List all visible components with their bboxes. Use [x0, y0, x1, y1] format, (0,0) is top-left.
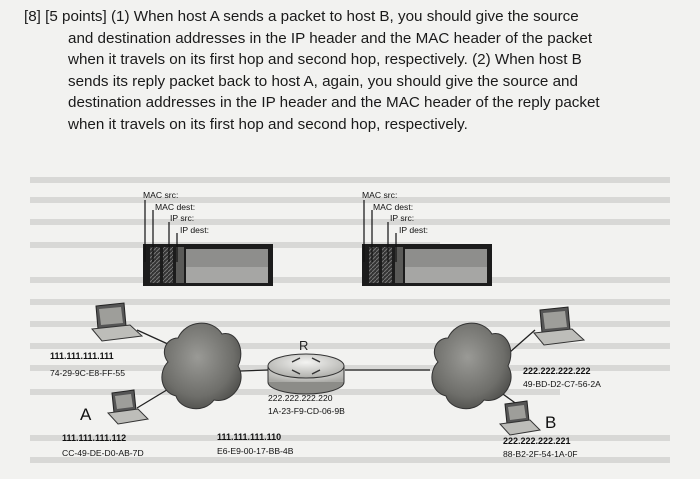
question-line: and destination addresses in the IP header and the MAC header of the packet [68, 29, 593, 47]
left-ip-src-label: IP src: [170, 213, 195, 223]
host-a-label: A [80, 405, 92, 424]
left-packet [143, 190, 273, 286]
right-top-host-mac: 49-BD-D2-C7-56-2A [523, 379, 601, 389]
right-subnet-cloud [432, 323, 511, 409]
router-label: R [299, 338, 309, 353]
question-line: [8] [5 points] (1) When host A sends a packet to host B, you should give the source [24, 8, 579, 25]
right-ip-src-label: IP src: [390, 213, 415, 223]
question-line: destination addresses in the IP header and the MAC header of the reply packet [68, 94, 600, 111]
host-b-mac: 88-B2-2F-54-1A-0F [503, 449, 578, 459]
router-right-mac: 1A-23-F9-CD-06-9B [268, 406, 345, 416]
router-left-mac: E6-E9-00-17-BB-4B [217, 446, 294, 456]
left-top-host-ip: 111.111.111.111 [50, 351, 114, 361]
router-right-ip: 222.222.222.220 [268, 393, 333, 403]
left-top-host-mac: 74-29-9C-E8-FF-55 [50, 368, 125, 378]
left-mac-src-label: MAC src: [143, 190, 179, 200]
host-b-label: B [545, 413, 557, 432]
host-a [108, 390, 148, 424]
question-line: when it travels on its first hop and second hop, respectively. (2) When host B [68, 51, 582, 68]
question-line: sends its reply packet back to host A, again, you should give the source and [68, 72, 578, 90]
left-ip-dest-label: IP dest: [180, 225, 209, 235]
right-ip-dest-label: IP dest: [399, 225, 428, 235]
router-left-ip: 111.111.111.110 [217, 432, 282, 442]
right-mac-src-label: MAC src: [362, 190, 398, 200]
right-packet [362, 190, 492, 286]
host-a-ip: 111.111.111.112 [62, 433, 127, 443]
host-a-mac: CC-49-DE-D0-AB-7D [62, 448, 144, 458]
host-b [500, 401, 540, 435]
question-line: when it travels on its first hop and second hop, respectively. [68, 115, 468, 133]
right-mac-dest-label: MAC dest: [373, 202, 414, 212]
left-subnet-cloud [162, 323, 241, 409]
right-top-host-ip: 222.222.222.222 [523, 366, 591, 376]
left-mac-dest-label: MAC dest: [155, 202, 196, 212]
host-b-ip: 222.222.222.221 [503, 436, 571, 446]
